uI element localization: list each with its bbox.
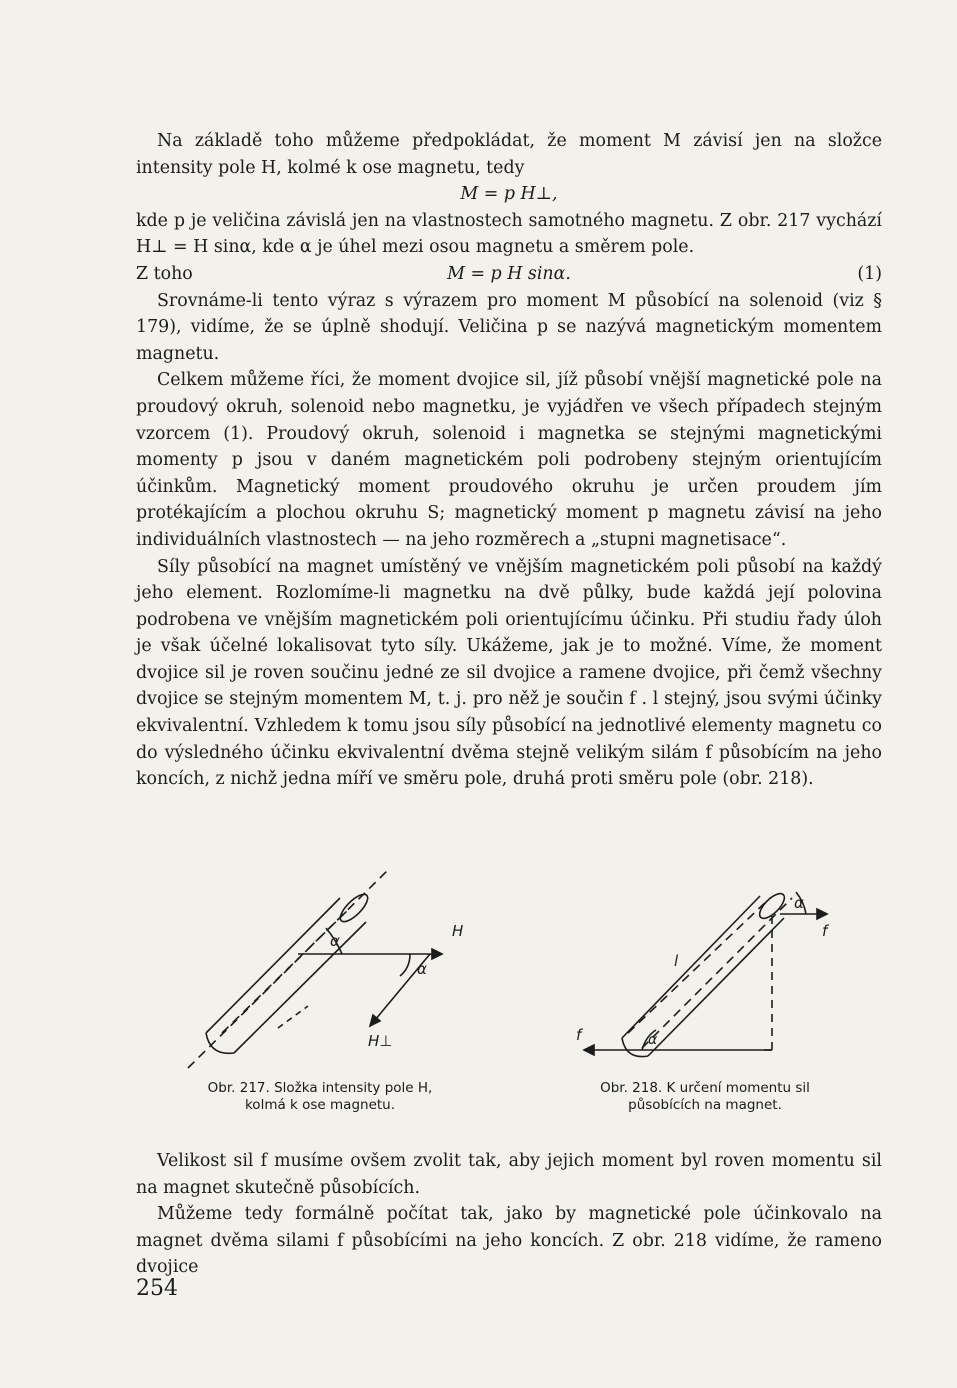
magnet-inner-dashed	[628, 898, 770, 1033]
equation-2	[136, 261, 882, 288]
force-f-bottom-arrowhead	[584, 1045, 594, 1055]
figure-218-alpha-top: α	[794, 894, 804, 912]
lower-text	[136, 1148, 882, 1281]
figure-217-alpha-1: α	[330, 932, 340, 950]
figure-218-caption-line-1: Obr. 218. K určení momentu sil	[600, 1080, 810, 1096]
magnet-edge-top	[622, 896, 760, 1038]
h-perp-dash	[278, 1006, 308, 1028]
equation-number: (1)	[857, 263, 882, 284]
figure-217-alpha-2: α	[417, 960, 427, 978]
figure-217-caption-line-2: kolmá k ose magnetu.	[244, 1097, 396, 1113]
magnet-edge-top	[206, 898, 340, 1033]
h-arrowhead	[432, 949, 442, 959]
upper-text	[136, 128, 882, 793]
magnet-edge-bottom	[648, 918, 784, 1056]
figure-218	[572, 868, 852, 1068]
figure-217-h-label: H	[452, 922, 464, 940]
angle-arc-2	[400, 954, 410, 976]
page-number: 254	[136, 1276, 178, 1301]
force-f-top-arrowhead	[817, 909, 827, 919]
paragraph-6: Velikost sil f musíme ovšem zvolit tak, aby jejich moment byl roven momentu sil na magnet skutečně působících.	[136, 1151, 882, 1198]
figure-218-caption-line-2: působících na magnet.	[628, 1097, 782, 1113]
magnet-end-bottom	[622, 1038, 648, 1057]
paragraph-3: Srovnáme-li tento výraz s výrazem pro moment M působící na solenoid (viz § 179), vidíme, že se úplně shodují. Veličina p se nazývá magnetickým momentem magnetu.	[136, 290, 882, 364]
paragraph-5: Síly působící na magnet umístěný ve vnějším magnetickém poli působí na každý jeho element. Rozlomíme-li magnetku na dvě půlky, bude každá její polovina podrobena ve vnějším magnetickém poli orientujícímu účinku. Při studiu řady úloh je však účelné lokalisovat tyto síly. Ukážeme, jak je to možné. Víme, že moment dvojice sil je roven součinu jedné ze sil dvojice a ramene dvojice, při čemž všechny dvojice se stejným momentem M, t. j. pro něž je součin f . l stejný, jsou svými účinky ekvivalentní. Vzhledem k tomu jsou síly působící na jednotlivé elementy magnetu co do výsledného účinku ekvivalentní dvěma stejně velikým silám f působícím na jeho koncích, z nichž jedna míří ve směru pole, druhá proti směru pole (obr. 218).	[136, 556, 882, 790]
figure-217	[170, 858, 490, 1073]
figure-218-alpha-bottom: α	[648, 1032, 658, 1048]
magnet-axis	[642, 898, 792, 1048]
paragraph-4: Celkem můžeme říci, že moment dvojice sil, jíž působí vnější magnetické pole na proudový okruh, solenoid nebo magnetku, je vyjádřen ve všech případech stejným vzorcem (1). Proudový okruh, solenoid i magnetka se stejnými magnetickými momenty p jsou v daném magnetickém poli podrobeny stejným orientujícím účinkům. Magnetický moment proudového okruhu je určen proudem jím protékajícím a plochou okruhu S; magnetický moment p magnetu závisí na jeho individuálních vlastnostech — na jeho rozměrech a „stupni magnetisace“.	[136, 370, 882, 550]
figure-217-hperp-label: H⊥	[368, 1032, 393, 1050]
figure-218-caption	[560, 1080, 850, 1114]
paragraph-1: Na základě toho můžeme předpokládat, že moment M závisí jen na složce intensity pole H, kolmé k ose magnetu, tedy	[136, 131, 882, 178]
paragraph-7: Můžeme tedy formálně počítat tak, jako by magnetické pole účinkovalo na magnet dvěma silami f působícími na jeho koncích. Z obr. 218 vidíme, že rameno dvojice	[136, 1204, 882, 1278]
paragraph-2: kde p je veličina závislá jen na vlastnostech samotného magnetu. Z obr. 217 vychází H⊥ = H sinα, kde α je úhel mezi osou magnetu a směrem pole.	[136, 210, 882, 258]
figure-217-caption-line-1: Obr. 217. Složka intensity pole H,	[207, 1080, 433, 1096]
equation-2-text: M = p H sinα.	[447, 263, 571, 284]
magnet-edge-bottom	[234, 922, 366, 1053]
equation-1	[136, 181, 882, 208]
figure-218-f-top: f	[822, 922, 828, 940]
equation-1-text: M = p H⊥,	[460, 184, 558, 205]
figure-217-caption	[180, 1080, 460, 1114]
z-toho: Z toho	[136, 263, 193, 284]
magnet-end-cap	[336, 890, 371, 925]
figure-218-l-label: l	[674, 952, 679, 970]
figure-218-f-bottom: f	[576, 1026, 582, 1044]
